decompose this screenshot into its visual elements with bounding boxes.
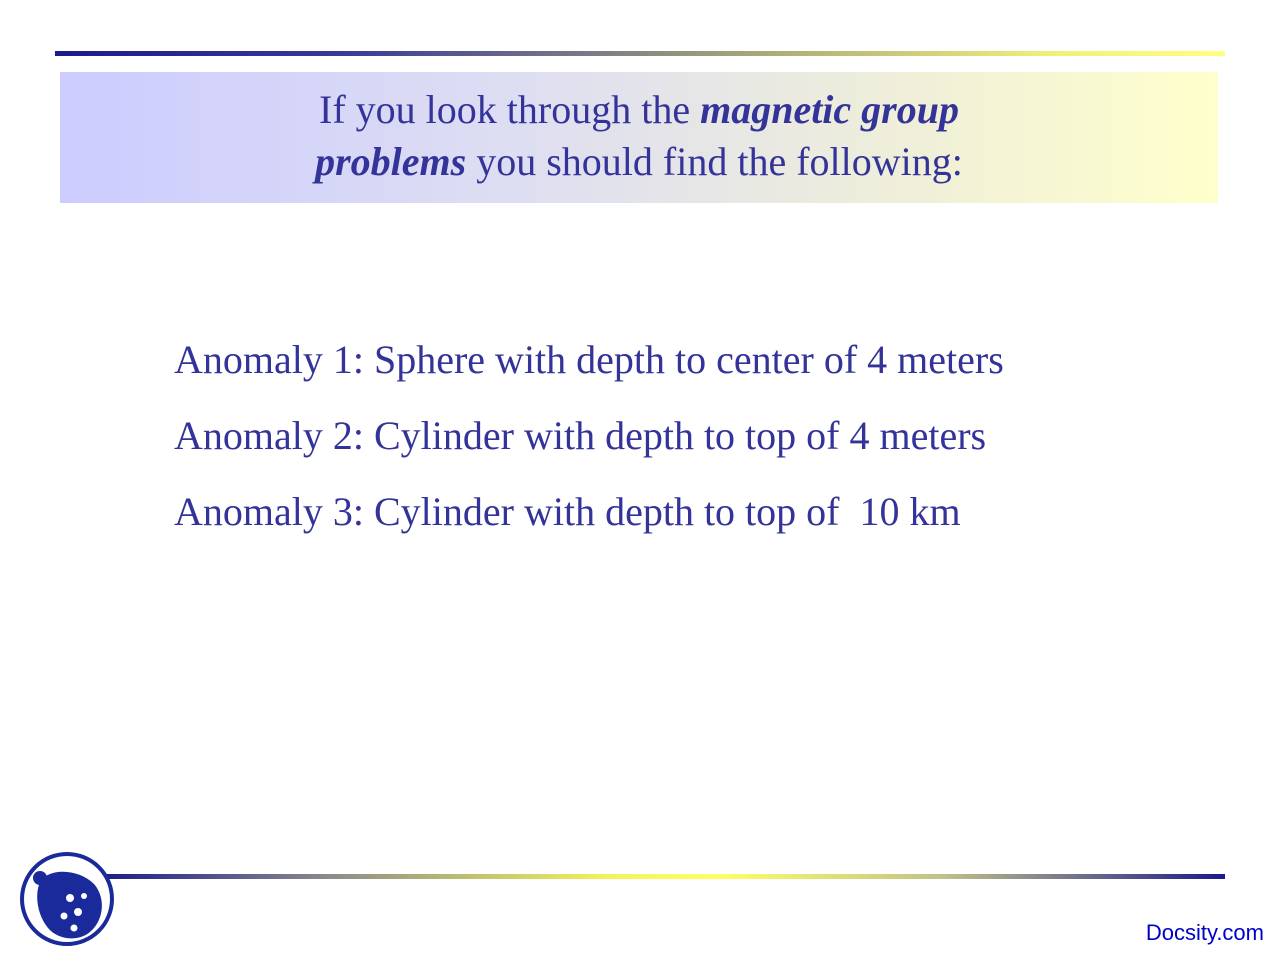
bottom-divider <box>100 874 1225 879</box>
title-line-1 <box>60 84 1218 136</box>
slide-title <box>60 84 1218 188</box>
title-line-2-emphasis: problems <box>315 139 467 184</box>
title-line-2 <box>60 136 1218 188</box>
anomaly-item-3: Anomaly 3: Cylinder with depth to top of 10 km <box>174 489 961 534</box>
title-box <box>60 72 1218 203</box>
anomaly-list <box>174 322 1174 550</box>
title-line-1-emphasis: magnetic group <box>700 87 959 132</box>
title-line-1-plain: If you look through the <box>319 87 701 132</box>
ladybug-logo-icon <box>18 850 116 948</box>
docsity-watermark[interactable]: Docsity.com <box>1145 920 1264 945</box>
anomaly-item-2: Anomaly 2: Cylinder with depth to top of 4 meters <box>174 413 987 458</box>
title-line-2-plain: you should find the following: <box>466 139 963 184</box>
top-divider <box>55 51 1225 56</box>
anomaly-item-1: Anomaly 1: Sphere with depth to center of 4 meters <box>174 337 1004 382</box>
